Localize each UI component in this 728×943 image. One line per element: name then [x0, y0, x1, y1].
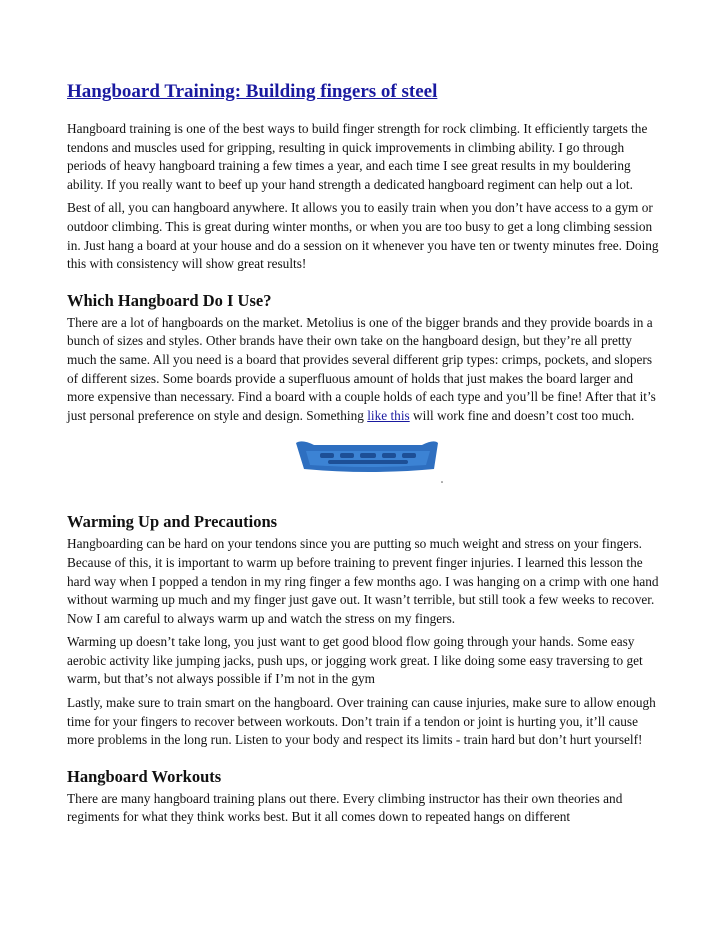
intro-paragraph-2: Best of all, you can hangboard anywhere. It allows you to easily train when you don’t have access to a gym or outdoor climbing. This is great during winter months, or when you are too busy to get a long climbing session in. Just hang a board at your house and do a session on it whenever you have ten or twenty minutes free. Doing this with consistency will show great results!	[67, 200, 659, 272]
warming-paragraph-3: Lastly, make sure to train smart on the hangboard. Over training can cause injuries, make sure to allow enough time for your fingers to recover between workouts. Don’t train if a tendon or joint is hurting you, it’ll cause more problems in the long run. Listen to your body and respect its limits - train hard but don’t hurt yourself!	[67, 695, 656, 748]
warming-paragraph-1: Hangboarding can be hard on your tendons since you are putting so much weight and stress on your fingers. Because of this, it is important to warm up before training to prevent finger injuries. I learned this lesson the hard way when I popped a tendon in my ring finger a few months ago. I was hanging on a crimp with one hand without warming up much and my finger just gave out. It wasn’t terrible, but still took a few weeks to recover. Now I am careful to always warm up and watch the stress on my fingers.	[67, 536, 659, 626]
intro-paragraph-1: Hangboard training is one of the best ways to build finger strength for rock climbing. It efficiently targets the tendons and muscles used for gripping, resulting in quick improvements in climbing ability. I go through periods of heavy hangboard training a few times a year, and each time I see great results in my bouldering ability. If you really want to beef up your hand strength a dedicated hangboard regiment can help out a lot.	[67, 121, 648, 192]
warming-paragraph-2: Warming up doesn’t take long, you just want to get good blood flow going through your hands. Some easy aerobic activity like jumping jacks, push ups, or jogging work great. I like doing some easy traversing to get warm, but that’s not always possible if I’m not in the gym	[67, 634, 643, 687]
hangboard-image	[292, 435, 447, 485]
page-title: Hangboard Training: Building fingers of steel	[67, 81, 438, 102]
which-hangboard-heading: Which Hangboard Do I Use?	[67, 290, 272, 310]
which-hangboard-paragraph	[67, 314, 663, 426]
which-text-after: will work fine and doesn’t cost too much.	[409, 407, 635, 423]
warming-up-heading: Warming Up and Precautions	[67, 512, 278, 532]
which-text-before: There are a lot of hangboards on the market. Metolius is one of the bigger brands and they provide boards in a bunch of sizes and styles. Other brands have their own take on the hangboard design, but they’re all pretty much the same. All you need is a board that provides several different grip types: crimps, pockets, and slopers of different sizes. Some boards provide a superfluous amount of holds that just makes the board larger and more expensive than necessary. Find a board with a couple holds of each type and you’ll be fine! After that it’s just personal preference on style and design. Something	[67, 314, 656, 423]
like-this-link[interactable]: like this	[367, 407, 410, 423]
hangboard-figure	[67, 435, 663, 487]
document-page	[67, 80, 663, 832]
workouts-paragraph-1: There are many hangboard training plans out there. Every climbing instructor has their own theories and regiments for what they think works best. But it all comes down to repeated hangs on different	[67, 790, 623, 825]
workouts-heading: Hangboard Workouts	[67, 766, 222, 786]
